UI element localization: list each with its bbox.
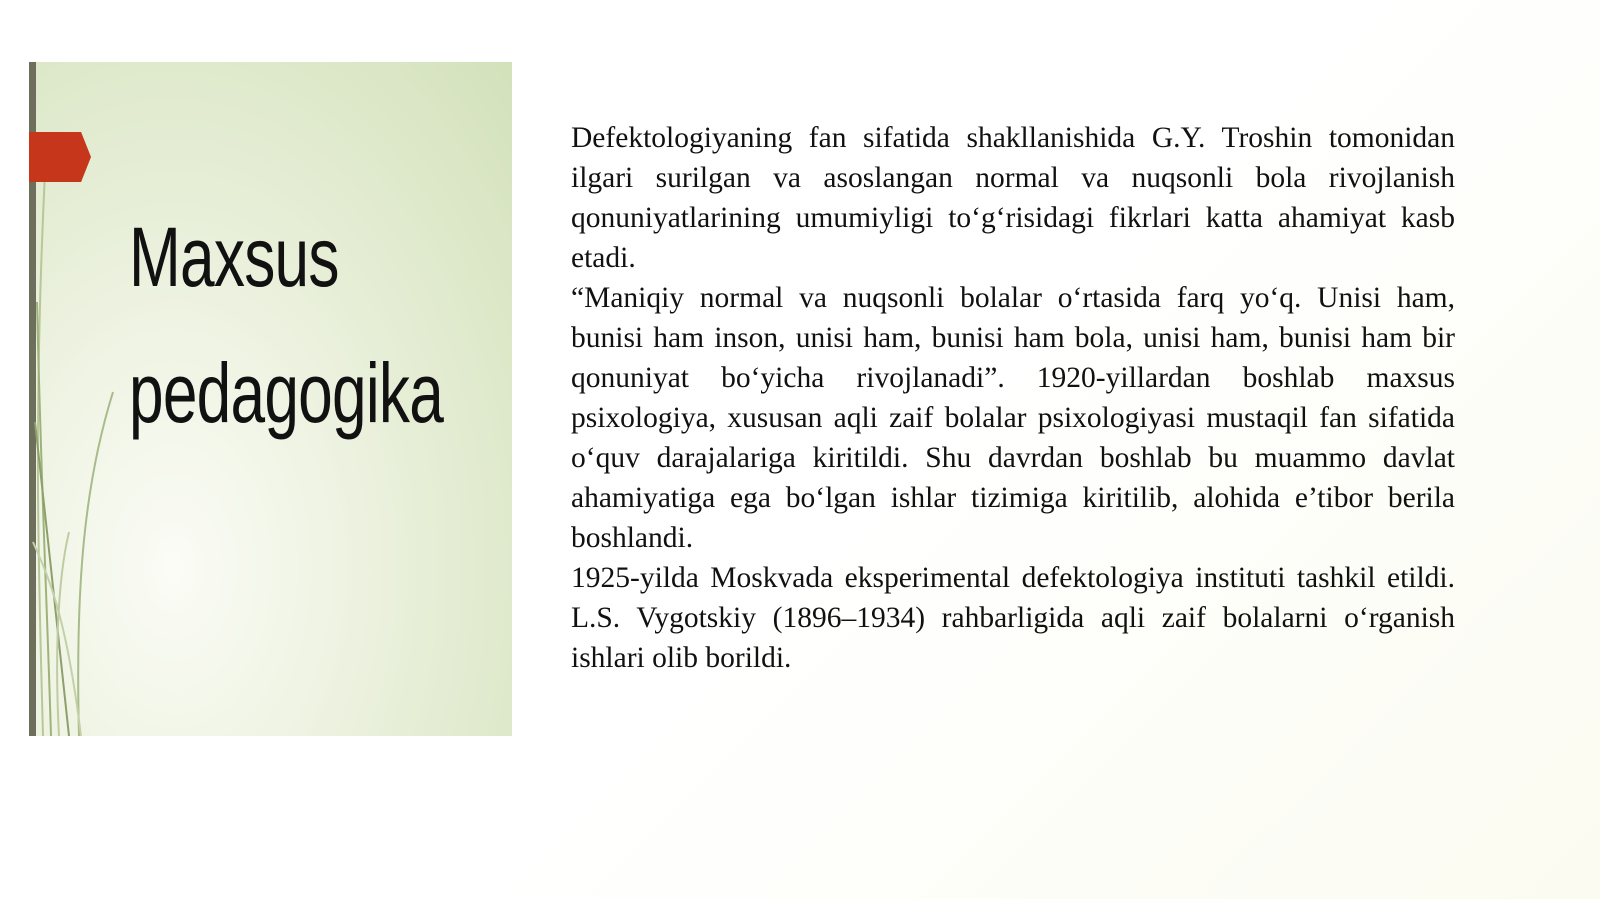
paragraph-3: 1925-yilda Moskvada eksperimental defektologiya instituti tashkil etildi. L.S. Vygotskiy (1896–1934) rahbarligida aqli zaif bolalarni o‘rganish ishlari olib borildi. [571, 562, 1455, 674]
red-flag-icon [29, 132, 91, 182]
title-panel [29, 62, 512, 736]
slide-title-line-2: pedagogika [129, 346, 444, 440]
paragraph-1: Defektologiyaning fan sifatida shakllanishida G.Y. Troshin tomonidan ilgari surilgan va asoslangan normal va nuqsonli bola rivojlanish qonuniyatlarining umumiyligi to‘g‘risidagi fikrlari katta ahamiyat kasb etadi. [571, 122, 1455, 274]
body-text [571, 118, 1455, 678]
slide-title [129, 189, 444, 461]
paragraph-2: “Maniqiy normal va nuqsonli bolalar o‘rtasida farq yo‘q. Unisi ham, bunisi ham inson, unisi ham, bunisi ham bola, unisi ham, bunisi ham bir qonuniyat bo‘yicha rivojlanadi”. 1920-yillardan boshlab maxsus psixologiya, xususan aqli zaif bolalar psixologiyasi mustaqil fan sifatida o‘quv darajalariga kiritildi. Shu davrdan boshlab bu muammo davlat ahamiyatiga ega bo‘lgan ishlar tizimiga kiritilib, alohida e’tibor berila boshlandi. [571, 282, 1455, 554]
slide-title-line-1: Maxsus [129, 210, 339, 304]
